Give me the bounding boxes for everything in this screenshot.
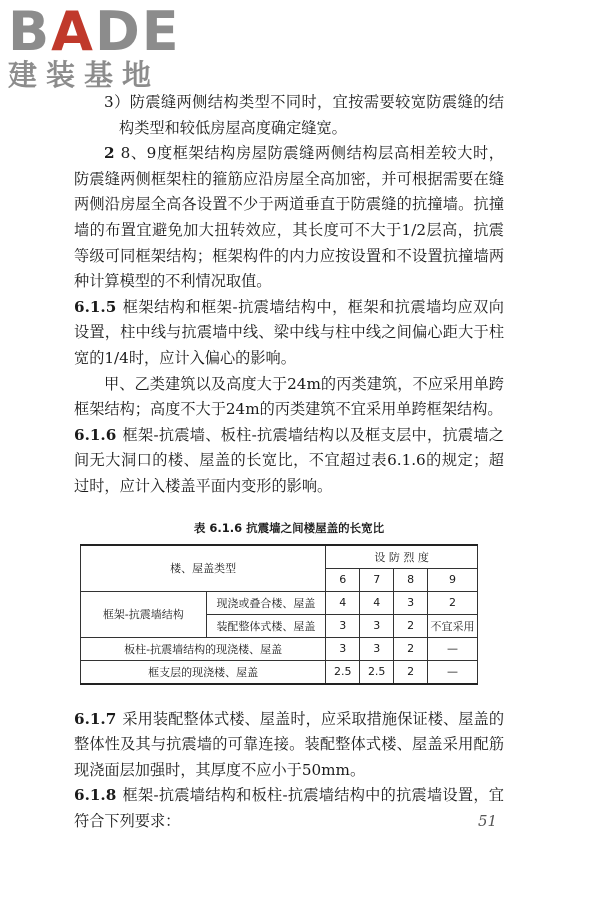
table-cell: — bbox=[428, 660, 478, 684]
intensity-7: 7 bbox=[360, 568, 394, 591]
logo-wordmark: BADE bbox=[8, 0, 181, 63]
table-cell: 2 bbox=[394, 637, 428, 660]
clause-text: 采用装配整体式楼、屋盖时，应采取措施保证楼、屋盖的整体性及其与抗震墙的可靠连接。装配整体式楼、屋盖采用配筋现浇面层加强时，其厚度不应小于50mm。 bbox=[74, 709, 504, 779]
table-cell: — bbox=[428, 637, 478, 660]
clause-number: 6.1.8 bbox=[74, 786, 117, 805]
table-cell: 3 bbox=[360, 614, 394, 637]
clause-6-1-5 bbox=[74, 295, 504, 372]
table-cell: 4 bbox=[326, 591, 360, 614]
clause-text: 8、9度框架结构房屋防震缝两侧结构层高相差较大时，防震缝两侧框架柱的箍筋应沿房屋全高加密，并可根据需要在缝两侧沿房屋全高各设置不少于两道垂直于防震缝的抗撞墙。抗撞墙的布置宜避免加大扭转效应，其长度可不大于1/2层高，抗震等级可同框架结构；框架构件的内力应按设置和不设置抗撞墙两种计算模型的不利情况取值。 bbox=[74, 144, 504, 291]
header-floor-type: 楼、屋盖类型 bbox=[81, 545, 326, 592]
paragraph-clause-2 bbox=[74, 141, 504, 295]
table-cell: 2 bbox=[428, 591, 478, 614]
group-label: 框架-抗震墙结构 bbox=[81, 591, 207, 637]
clause-text: 框架-抗震墙结构和板柱-抗震墙结构中的抗震墙设置，宜符合下列要求： bbox=[74, 786, 504, 830]
table-cell: 2.5 bbox=[326, 660, 360, 684]
table-row bbox=[81, 660, 478, 684]
clause-number: 6.1.5 bbox=[74, 297, 117, 316]
table-cell: 不宜采用 bbox=[428, 614, 478, 637]
table-cell: 3 bbox=[326, 637, 360, 660]
header-intensity: 设 防 烈 度 bbox=[326, 545, 478, 569]
table-cell: 2 bbox=[394, 660, 428, 684]
intensity-9: 9 bbox=[428, 568, 478, 591]
row-label: 现浇或叠合楼、屋盖 bbox=[206, 591, 326, 614]
table-cell: 2.5 bbox=[360, 660, 394, 684]
clause-number: 2 bbox=[104, 144, 115, 163]
clause-6-1-7 bbox=[74, 707, 504, 784]
clause-6-1-8 bbox=[74, 783, 504, 834]
table-cell: 4 bbox=[360, 591, 394, 614]
table-row bbox=[81, 637, 478, 660]
row-label: 框支层的现浇楼、屋盖 bbox=[81, 660, 326, 684]
paragraph-item-3: 3）防震缝两侧结构类型不同时，宜按需要较宽防震缝的结构类型和较低房屋高度确定缝宽。 bbox=[104, 93, 504, 137]
page-number: 51 bbox=[478, 812, 498, 830]
clause-number: 6.1.7 bbox=[74, 709, 117, 728]
clause-number: 6.1.6 bbox=[74, 425, 117, 444]
intensity-8: 8 bbox=[394, 568, 428, 591]
table-header-row bbox=[81, 545, 478, 569]
intensity-6: 6 bbox=[326, 568, 360, 591]
table-cell: 2 bbox=[394, 614, 428, 637]
row-label: 板柱-抗震墙结构的现浇楼、屋盖 bbox=[81, 637, 326, 660]
clause-6-1-6 bbox=[74, 423, 504, 500]
aspect-ratio-table bbox=[80, 544, 478, 685]
clause-text: 框架结构和框架-抗震墙结构中，框架和抗震墙均应双向设置，柱中线与抗震墙中线、梁中线与柱中线之间偏心距大于柱宽的1/4时，应计入偏心的影响。 bbox=[74, 297, 504, 367]
bade-logo bbox=[8, 0, 188, 92]
table-title: 表 6.1.6 抗震墙之间楼屋盖的长宽比 bbox=[193, 520, 385, 535]
page-body bbox=[74, 90, 504, 834]
table-cell: 3 bbox=[394, 591, 428, 614]
table-cell: 3 bbox=[326, 614, 360, 637]
table-cell: 3 bbox=[360, 637, 394, 660]
paragraph-single-span: 甲、乙类建筑以及高度大于24m的丙类建筑，不应采用单跨框架结构；高度不大于24m的丙类建筑不宜采用单跨框架结构。 bbox=[74, 374, 504, 419]
row-label: 装配整体式楼、屋盖 bbox=[206, 614, 326, 637]
logo-subtitle: 建装基地 bbox=[8, 58, 161, 92]
table-row bbox=[81, 591, 478, 614]
clause-text: 框架-抗震墙、板柱-抗震墙结构以及框支层中，抗震墙之间无大洞口的楼、屋盖的长宽比，不宜超过表6.1.6的规定；超过时，应计入楼盖平面内变形的影响。 bbox=[74, 425, 504, 495]
